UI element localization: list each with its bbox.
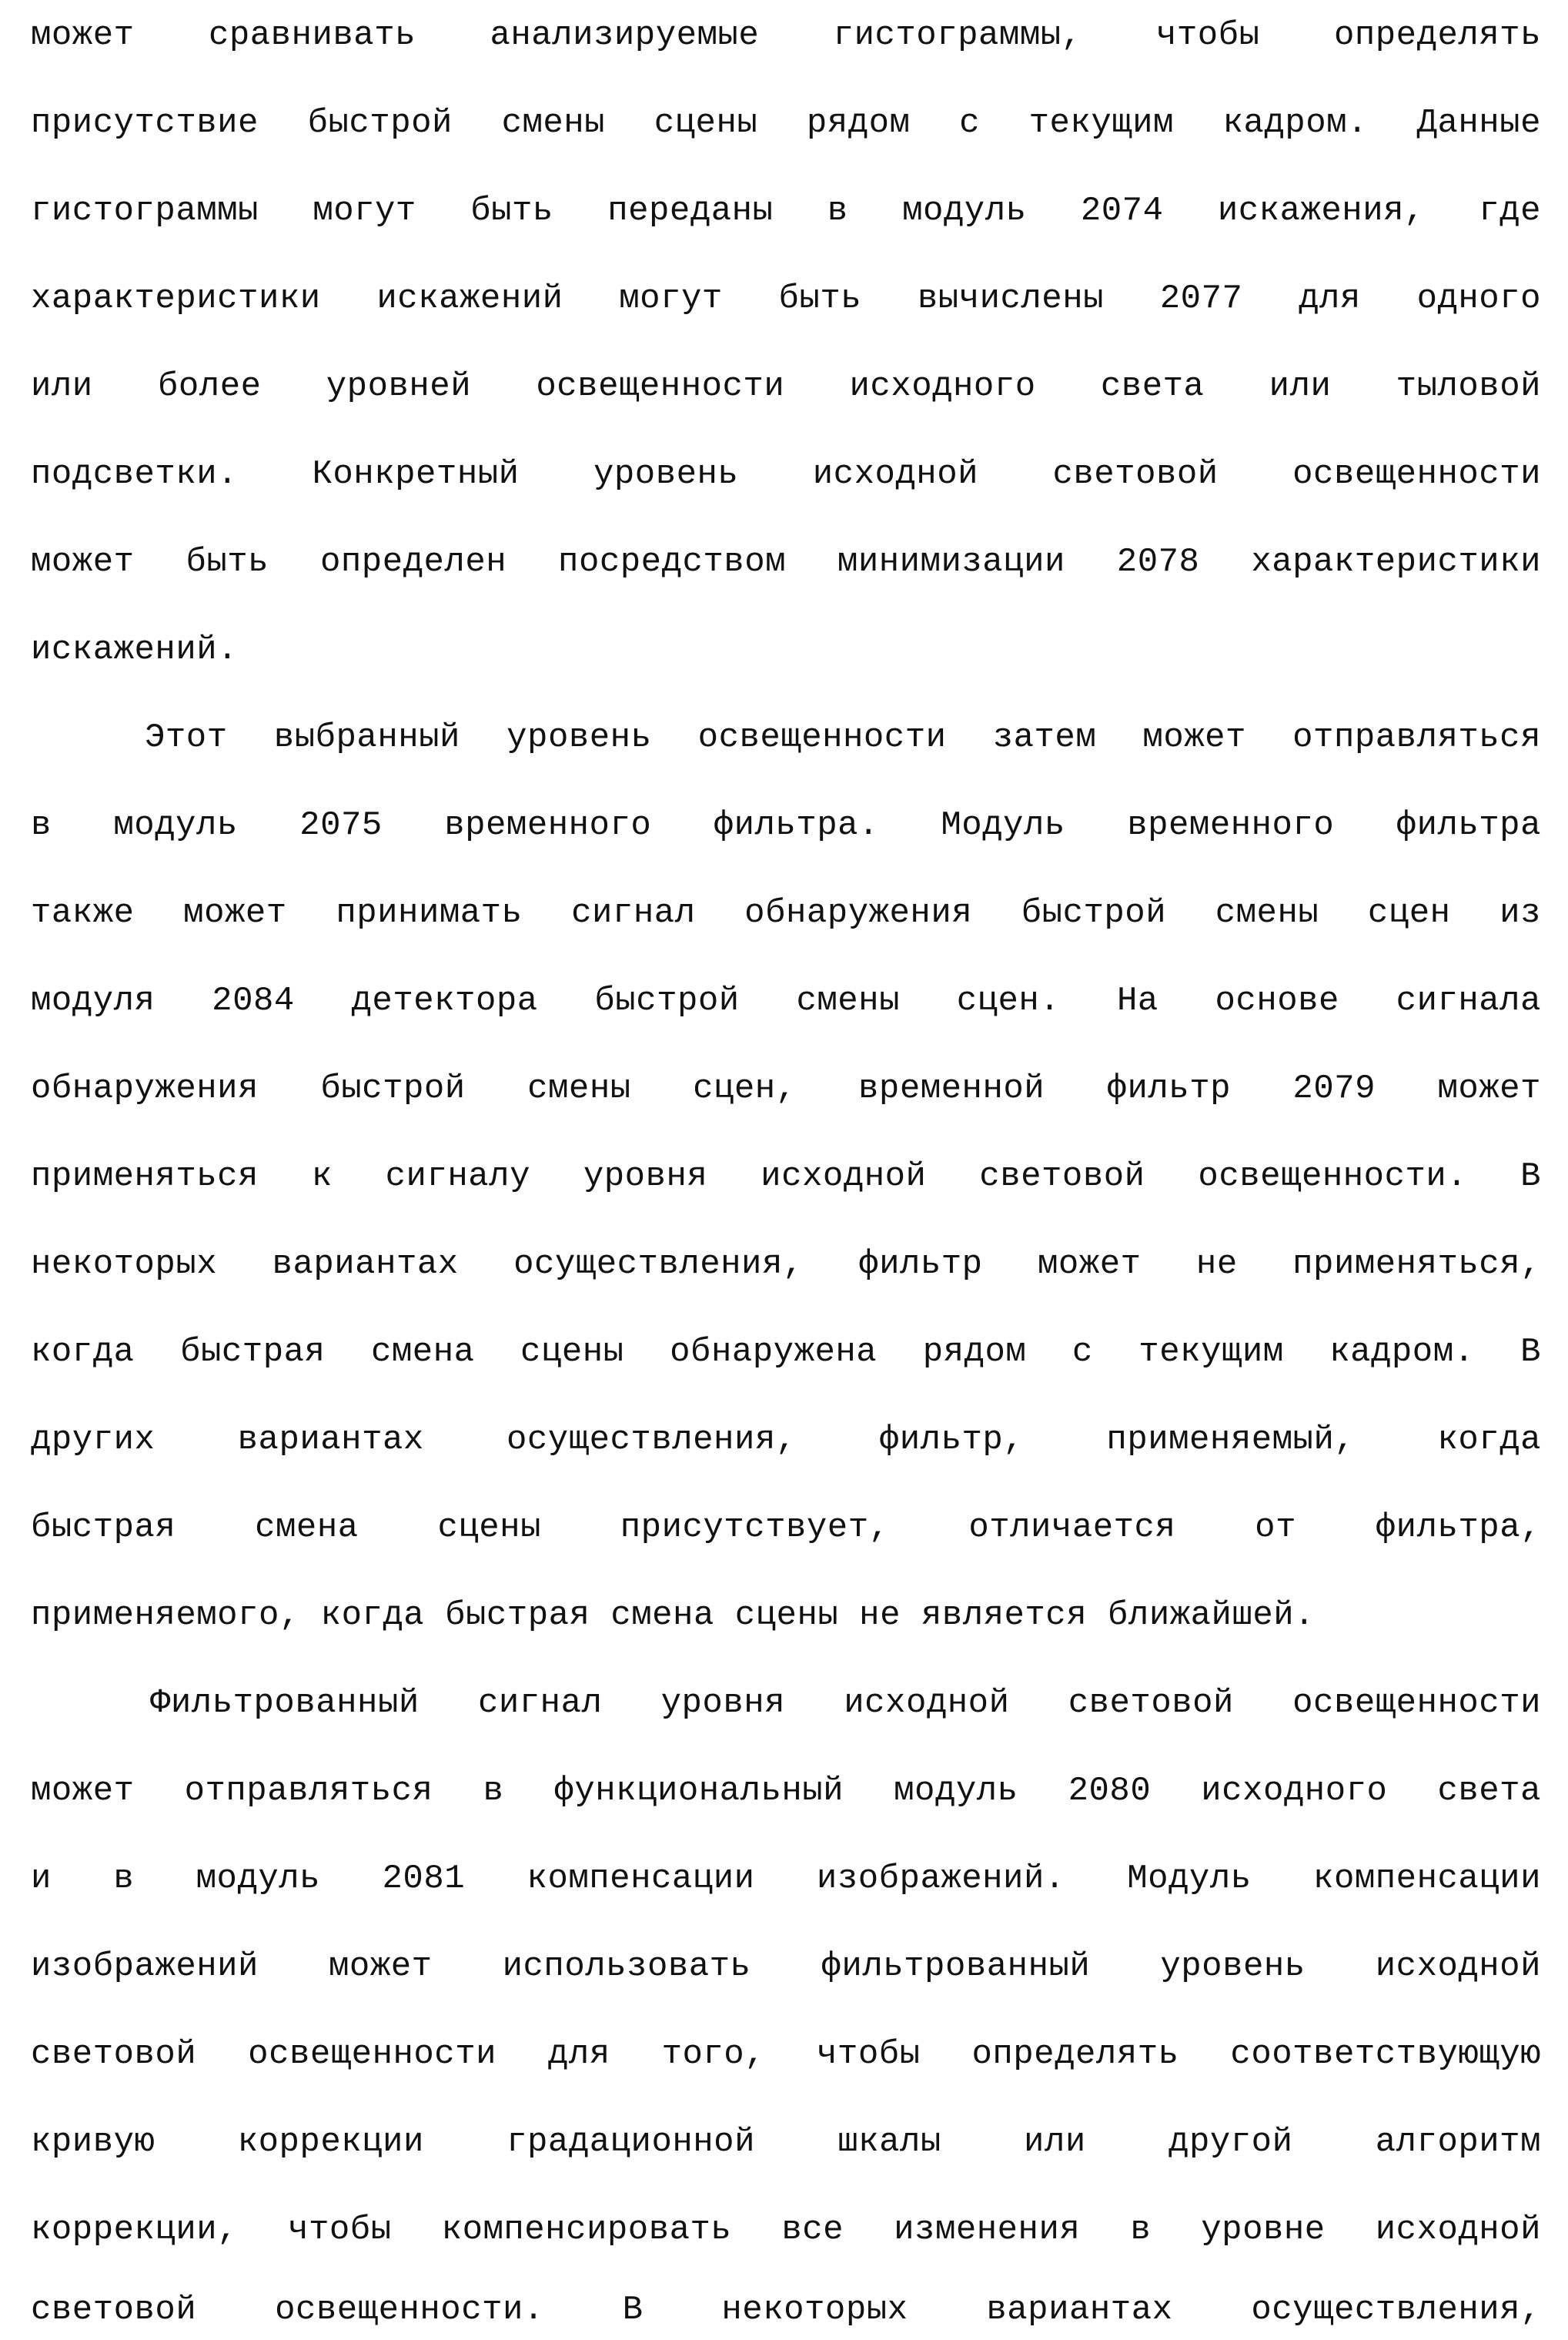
text-line: искажений. <box>31 631 239 669</box>
text-line: и в модуль 2081 компенсации изображений. Модуль компенсации <box>31 1860 1541 1898</box>
text-line: в модуль 2075 временного фильтра. Модуль временного фильтра <box>31 806 1541 845</box>
text-line: изображений может использовать фильтрованный уровень исходной <box>31 1947 1541 1986</box>
text-line: присутствие быстрой смены сцены рядом с текущим кадром. Данные <box>31 104 1541 142</box>
text-line: коррекции, чтобы компенсировать все изменения в уровне исходной <box>31 2211 1541 2249</box>
text-line: характеристики искажений могут быть вычислены 2077 для одного <box>31 280 1541 318</box>
text-line: может отправляться в функциональный модуль 2080 исходного света <box>31 1772 1541 1810</box>
text-line: некоторых вариантах осуществления, фильтр может не применяться, <box>31 1245 1541 1284</box>
text-line: применяться к сигналу уровня исходной световой освещенности. В <box>31 1157 1541 1196</box>
paragraph-first-line: Фильтрованный сигнал уровня исходной световой освещенности <box>150 1684 1541 1722</box>
text-line: быстрая смена сцены присутствует, отличается от фильтра, <box>31 1508 1541 1547</box>
text-line: может сравнивать анализируемые гистограммы, чтобы определять <box>31 16 1541 55</box>
text-line: подсветки. Конкретный уровень исходной световой освещенности <box>31 455 1541 494</box>
text-line: может быть определен посредством минимизации 2078 характеристики <box>31 543 1541 581</box>
text-line: других вариантах осуществления, фильтр, применяемый, когда <box>31 1421 1541 1459</box>
text-line: когда быстрая смена сцены обнаружена рядом с текущим кадром. В <box>31 1333 1541 1371</box>
text-line: также может принимать сигнал обнаружения быстрой смены сцен из <box>31 894 1541 932</box>
text-line: световой освещенности для того, чтобы определять соответствующую <box>31 2035 1541 2074</box>
text-line: световой освещенности. В некоторых вариантах осуществления, <box>31 2291 1541 2329</box>
paragraph-first-line: Этот выбранный уровень освещенности затем может отправляться <box>145 718 1541 757</box>
text-line: модуля 2084 детектора быстрой смены сцен. На основе сигнала <box>31 982 1541 1020</box>
text-line: гистограммы могут быть переданы в модуль 2074 искажения, где <box>31 192 1541 230</box>
text-line: или более уровней освещенности исходного света или тыловой <box>31 367 1541 406</box>
text-line: кривую коррекции градационной шкалы или другой алгоритм <box>31 2123 1541 2161</box>
text-line: обнаружения быстрой смены сцен, временной фильтр 2079 может <box>31 1070 1541 1108</box>
text-line: применяемого, когда быстрая смена сцены не является ближайшей. <box>31 1596 1316 1635</box>
